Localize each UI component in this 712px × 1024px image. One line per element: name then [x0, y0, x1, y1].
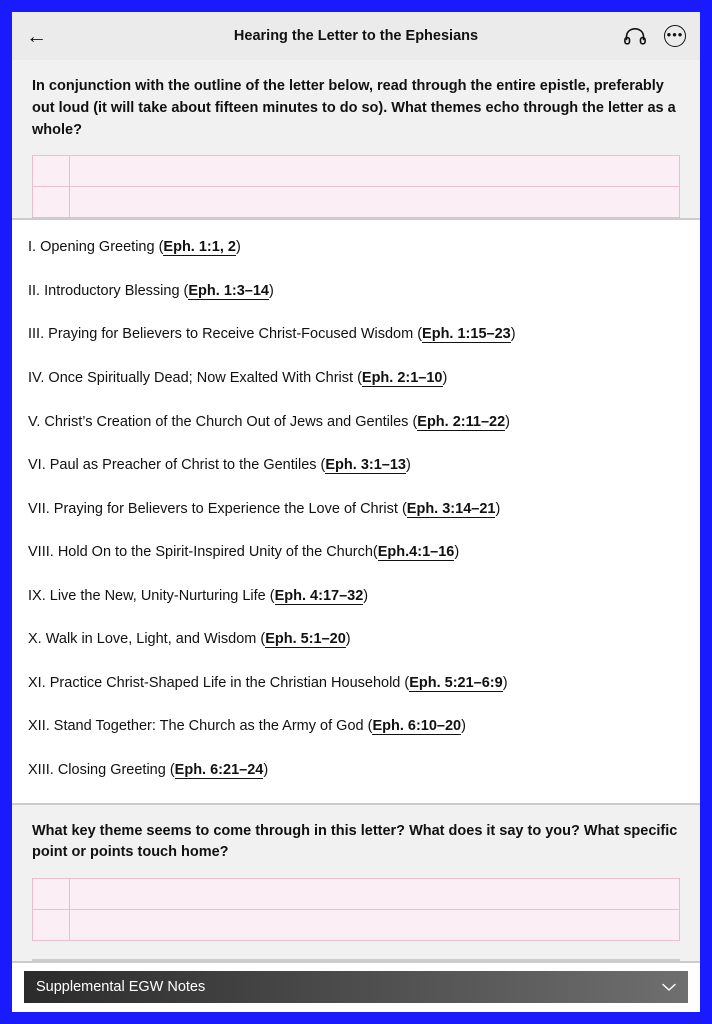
- table-cell-marker[interactable]: [33, 910, 70, 941]
- outline-item-tail: ): [505, 413, 510, 430]
- epistle-outline-list: [12, 220, 700, 802]
- page-title: Hearing the Letter to the Ephesians: [233, 28, 479, 44]
- table-row[interactable]: [33, 879, 680, 910]
- headphones-icon[interactable]: [624, 27, 646, 45]
- scripture-reference[interactable]: Eph. 2:1–10: [361, 369, 443, 386]
- outline-item-text: I. Opening Greeting (: [28, 239, 164, 256]
- top-prompt-text: In conjunction with the outline of the letter below, read through the entire epistle, preferably out loud (it will take about fifteen minutes to do so). What themes echo through the letter as a whole?: [32, 78, 676, 138]
- table-cell-marker[interactable]: [33, 879, 70, 910]
- scripture-reference[interactable]: Eph.4:1–16: [377, 544, 455, 561]
- list-item: [28, 630, 684, 650]
- outline-item-text: IV. Once Spiritually Dead; Now Exalted With Christ (: [28, 369, 362, 386]
- top-navigation-bar: [12, 12, 700, 60]
- scripture-reference[interactable]: Eph. 1:3–14: [188, 282, 269, 299]
- outline-item-tail: ): [461, 718, 466, 735]
- list-item: [28, 282, 684, 302]
- list-item: [28, 500, 684, 520]
- list-item: [28, 543, 684, 563]
- table-cell-marker[interactable]: [33, 156, 70, 187]
- outline-item-text: IX. Live the New, Unity-Nurturing Life (: [28, 587, 275, 604]
- outline-item-text: VII. Praying for Believers to Experience the Love of Christ (: [28, 500, 407, 517]
- scripture-reference[interactable]: Eph. 6:21–24: [174, 762, 264, 778]
- bottom-prompt-block: [12, 803, 700, 964]
- chevron-down-icon[interactable]: [662, 980, 676, 995]
- outline-item-tail: ): [235, 239, 241, 256]
- scripture-reference[interactable]: Eph. 6:10–20: [372, 718, 462, 735]
- outline-item-tail: ): [454, 544, 460, 561]
- scripture-reference[interactable]: Eph. 3:1–13: [325, 457, 406, 474]
- bottom-prompt-text: What key theme seems to come through in this letter? What does it say to you? What specific point or points touch home?: [32, 822, 678, 861]
- outline-item-tail: ): [495, 500, 501, 517]
- table-row[interactable]: [33, 910, 680, 941]
- list-item: [28, 674, 684, 694]
- content-bottom-padding: [12, 1003, 700, 1012]
- list-item: [28, 587, 684, 607]
- outline-item-text: X. Walk in Love, Light, and Wisdom (: [28, 631, 266, 648]
- bottom-answer-table[interactable]: [32, 878, 680, 941]
- table-row[interactable]: [33, 156, 680, 187]
- outline-item-text: III. Praying for Believers to Receive Christ-Focused Wisdom (: [28, 326, 423, 343]
- table-row[interactable]: [33, 187, 680, 218]
- outline-item-text: VI. Paul as Preacher of Christ to the Gentiles (: [28, 457, 326, 474]
- more-options-dots: •••: [664, 25, 686, 47]
- scripture-reference[interactable]: Eph. 5:1–20: [265, 631, 346, 648]
- lesson-content[interactable]: [12, 60, 700, 1012]
- scripture-reference[interactable]: Eph. 5:21–6:9: [409, 674, 503, 691]
- list-item: [28, 717, 684, 737]
- table-cell-answer[interactable]: [70, 910, 680, 941]
- outline-item-text: XI. Practice Christ-Shaped Life in the Christian Household (: [28, 674, 410, 691]
- top-answer-table[interactable]: [32, 155, 680, 218]
- outline-item-text: II. Introductory Blessing (: [28, 282, 189, 299]
- list-item: [28, 761, 684, 781]
- outline-item-tail: ): [345, 631, 351, 648]
- list-item: [28, 369, 684, 389]
- table-cell-answer[interactable]: [70, 879, 680, 910]
- list-item: [28, 456, 684, 476]
- top-prompt-block: [12, 60, 700, 220]
- table-cell-answer[interactable]: [70, 187, 680, 218]
- outline-item-tail: ): [363, 587, 369, 604]
- table-cell-marker[interactable]: [33, 187, 70, 218]
- outline-item-tail: ): [405, 457, 411, 474]
- scripture-reference[interactable]: Eph. 1:1, 2: [163, 239, 236, 256]
- scripture-reference[interactable]: Eph. 2:11–22: [417, 413, 506, 430]
- more-options-icon[interactable]: [664, 25, 686, 47]
- scripture-reference[interactable]: Eph. 4:17–32: [274, 587, 364, 604]
- outline-item-text: V. Christ’s Creation of the Church Out of Jews and Gentiles (: [28, 413, 418, 430]
- outline-item-tail: ): [510, 326, 516, 343]
- scripture-reference[interactable]: Eph. 3:14–21: [406, 500, 496, 517]
- topbar-actions: [624, 25, 686, 47]
- outline-item-text: XII. Stand Together: The Church as the Army of God (: [28, 718, 373, 735]
- supplemental-notes-accordion[interactable]: [24, 971, 688, 1003]
- app-window: [12, 12, 700, 1012]
- section-divider: [32, 949, 680, 961]
- back-arrow-icon[interactable]: ←: [26, 24, 47, 48]
- outline-item-tail: ): [502, 674, 508, 691]
- list-item: [28, 238, 684, 258]
- outline-item-tail: ): [263, 762, 269, 778]
- outline-item-text: VIII. Hold On to the Spirit-Inspired Unity of the Church(: [28, 544, 378, 561]
- outline-item-tail: ): [268, 282, 274, 299]
- table-cell-answer[interactable]: [70, 156, 680, 187]
- scripture-reference[interactable]: Eph. 1:15–23: [422, 326, 511, 343]
- outline-item-tail: ): [442, 369, 448, 386]
- list-item: [28, 325, 684, 345]
- outline-item-text: XIII. Closing Greeting (: [28, 762, 175, 778]
- accordion-label: Supplemental EGW Notes: [36, 979, 206, 996]
- list-item: [28, 413, 684, 433]
